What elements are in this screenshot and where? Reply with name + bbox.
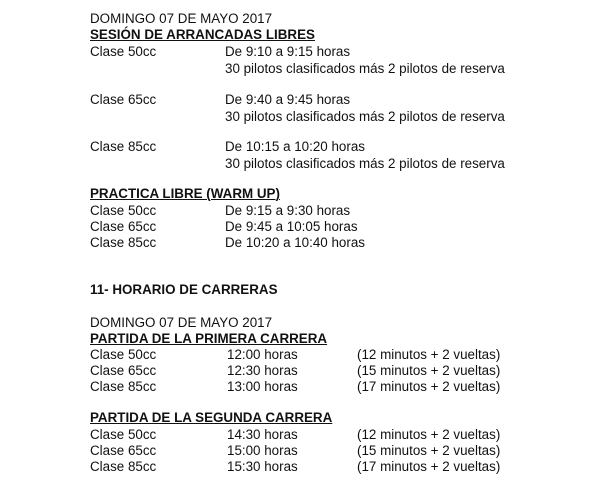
arrancadas-title: SESIÓN DE ARRANCADAS LIBRES (90, 27, 315, 42)
primera-class-85: Clase 85cc (90, 379, 157, 394)
primera-time-65: 12:30 horas (227, 363, 298, 378)
segunda-duration-65: (15 minutos + 2 vueltas) (357, 443, 501, 458)
primera-title: PARTIDA DE LA PRIMERA CARRERA (90, 331, 328, 346)
arrancadas-pilots-50: 30 pilotos clasificados más 2 pilotos de reserva (225, 61, 505, 76)
arrancadas-time-50: De 9:10 a 9:15 horas (225, 44, 351, 59)
practica-time-85: De 10:20 a 10:40 horas (225, 235, 365, 250)
arrancadas-class-65: Clase 65cc (90, 92, 157, 107)
arrancadas-time-65: De 9:40 a 9:45 horas (225, 92, 351, 107)
arrancadas-class-50: Clase 50cc (90, 44, 157, 59)
segunda-time-65: 15:00 horas (227, 443, 298, 458)
arrancadas-class-85: Clase 85cc (90, 139, 157, 154)
segunda-duration-85: (17 minutos + 2 vueltas) (357, 459, 501, 474)
arrancadas-time-85: De 10:15 a 10:20 horas (225, 139, 365, 154)
primera-time-85: 13:00 horas (227, 379, 298, 394)
primera-time-50: 12:00 horas (227, 347, 298, 362)
practica-time-65: De 9:45 a 10:05 horas (225, 219, 358, 234)
segunda-class-65: Clase 65cc (90, 443, 157, 458)
segunda-time-50: 14:30 horas (227, 427, 298, 442)
arrancadas-pilots-85: 30 pilotos clasificados más 2 pilotos de reserva (225, 156, 505, 171)
practica-title: PRACTICA LIBRE (WARM UP) (90, 186, 280, 201)
segunda-class-50: Clase 50cc (90, 427, 157, 442)
primera-class-50: Clase 50cc (90, 347, 157, 362)
practica-time-50: De 9:15 a 9:30 horas (225, 203, 351, 218)
segunda-time-85: 15:30 horas (227, 459, 298, 474)
practica-class-50: Clase 50cc (90, 203, 157, 218)
primera-duration-85: (17 minutos + 2 vueltas) (357, 379, 501, 394)
practica-class-65: Clase 65cc (90, 219, 157, 234)
segunda-duration-50: (12 minutos + 2 vueltas) (357, 427, 501, 442)
primera-duration-50: (12 minutos + 2 vueltas) (357, 347, 501, 362)
segunda-class-85: Clase 85cc (90, 459, 157, 474)
practica-class-85: Clase 85cc (90, 235, 157, 250)
segunda-title: PARTIDA DE LA SEGUNDA CARRERA (90, 410, 333, 425)
arrancadas-pilots-65: 30 pilotos clasificados más 2 pilotos de reserva (225, 109, 505, 124)
primera-duration-65: (15 minutos + 2 vueltas) (357, 363, 501, 378)
race-date: DOMINGO 07 DE MAYO 2017 (90, 315, 273, 330)
day-date: DOMINGO 07 DE MAYO 2017 (90, 11, 273, 26)
primera-class-65: Clase 65cc (90, 363, 157, 378)
section-heading: 11- HORARIO DE CARRERAS (90, 282, 278, 297)
